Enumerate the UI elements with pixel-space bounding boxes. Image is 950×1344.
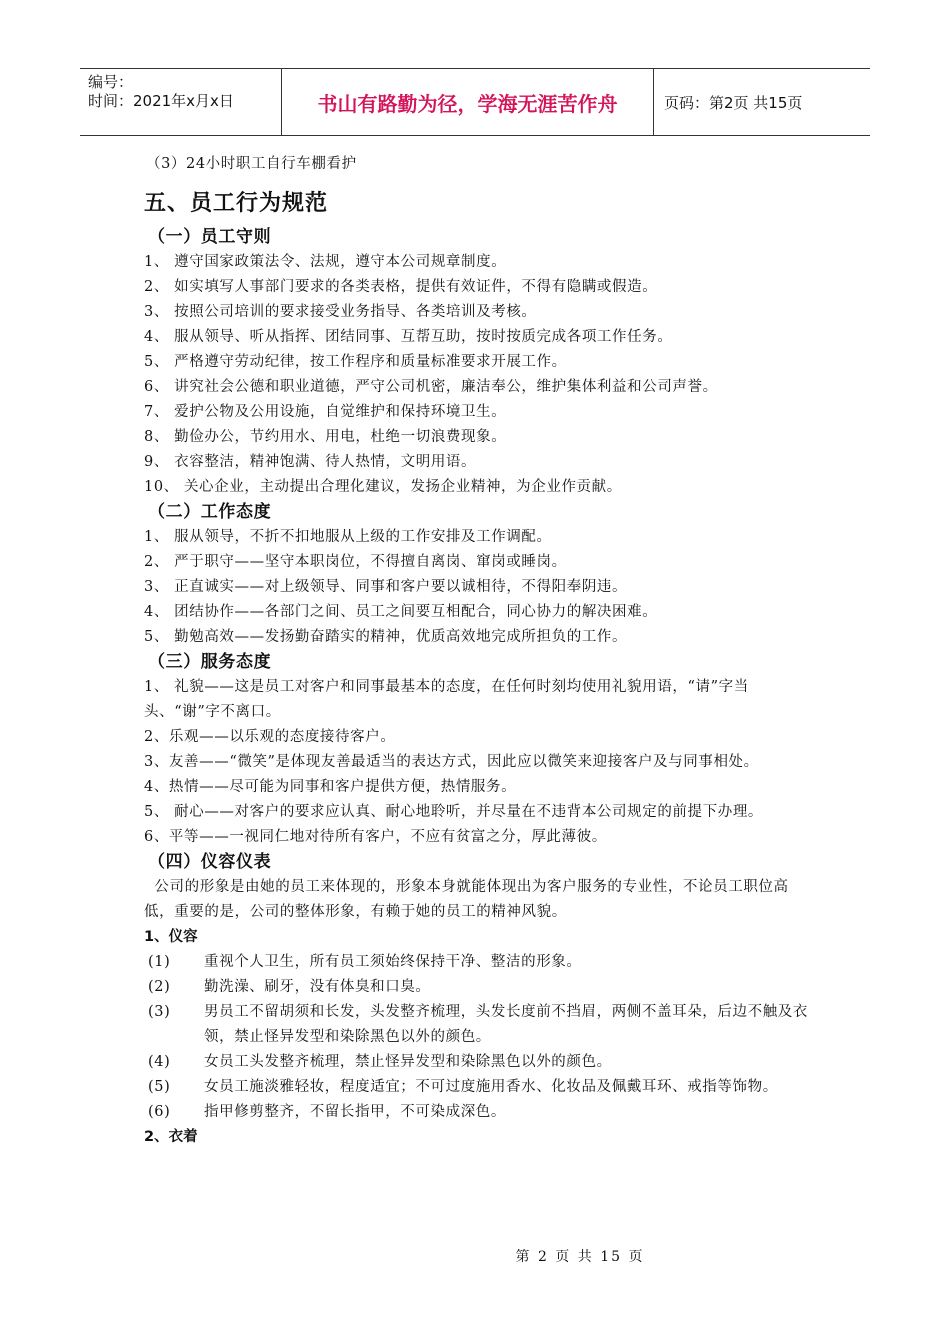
time-label: 时间：2021年x月x日: [88, 92, 234, 110]
list-item: 2、乐观——以乐观的态度接待客户。: [144, 729, 396, 745]
employee-rules-list: [144, 250, 810, 500]
list-item: 4、热情——尽可能为同事和客户提供方便，热情服务。: [144, 779, 517, 795]
appearance-heading: 1、仪容: [144, 929, 198, 945]
list-item: 3、友善——“微笑”是体现友善最适当的表达方式，因此应以微笑来迎接客户及与同事相处。: [144, 754, 759, 770]
list-item: [144, 1050, 810, 1075]
work-attitude-list: [144, 525, 810, 650]
list-item: 1、 服从领导，不折不扣地服从上级的工作安排及工作调配。: [144, 529, 552, 545]
header-meta: [80, 69, 282, 135]
item-number: (1): [148, 954, 171, 970]
item-number: (6): [148, 1104, 171, 1120]
item-text: 重视个人卫生，所有员工须始终保持干净、整洁的形象。: [204, 954, 582, 970]
list-item: 3、 正直诚实——对上级领导、同事和客户要以诚相待，不得阳奉阴违。: [144, 579, 628, 595]
item-number: (2): [148, 979, 171, 995]
list-item: 5、 严格遵守劳动纪律，按工作程序和质量标准要求开展工作。: [144, 354, 567, 370]
section-title: 五、员工行为规范: [144, 191, 329, 216]
list-item: 7、 爱护公物及公用设施，自觉维护和保持环境卫生。: [144, 404, 507, 420]
list-item: 1、 遵守国家政策法令、法规，遵守本公司规章制度。: [144, 254, 507, 270]
list-item: 5、 勤勉高效——发扬勤奋踏实的精神，优质高效地完成所担负的工作。: [144, 629, 628, 645]
item-number: (5): [148, 1079, 171, 1095]
item-text: 女员工头发整齐梳理，禁止怪异发型和染除黑色以外的颜色。: [204, 1054, 612, 1070]
list-item: 2、 如实填写人事部门要求的各类表格，提供有效证件，不得有隐瞒或假造。: [144, 279, 658, 295]
item-text: 指甲修剪整齐，不留长指甲，不可染成深色。: [204, 1104, 506, 1120]
header-page-label: 页码：第2页 共15页: [664, 93, 803, 112]
list-item: 8、 勤俭办公，节约用水、用电，杜绝一切浪费现象。: [144, 429, 507, 445]
list-item: [144, 1100, 810, 1125]
list-item: 9、 衣容整洁，精神饱满、待人热情，文明用语。: [144, 454, 477, 470]
item-number: (3): [148, 1004, 171, 1020]
subsection-title: （四）仪容仪表: [148, 852, 272, 872]
list-item: 5、 耐心——对客户的要求应认真、耐心地聆听，并尽量在不违背本公司规定的前提下办理。: [144, 804, 764, 820]
list-item: 6、 讲究社会公德和职业道德，严守公司机密，廉洁奉公，维护集体利益和公司声誉。: [144, 379, 718, 395]
list-item: 4、 团结协作——各部门之间、员工之间要互相配合，同心协力的解决困难。: [144, 604, 658, 620]
header-motto: 书山有路勤为径，学海无涯苦作舟: [282, 69, 654, 135]
list-item: 10、 关心企业，主动提出合理化建议，发扬企业精神，为企业作贡献。: [144, 479, 622, 495]
subsection-title: （一）员工守则: [148, 227, 272, 247]
appearance-list: [144, 950, 810, 1125]
list-item: [144, 1075, 810, 1100]
list-item: 1、 礼貌——这是员工对客户和同事最基本的态度，在任何时刻均使用礼貌用语，“请”字当头、“谢”字不离口。: [144, 679, 749, 720]
document-body: [146, 152, 810, 1150]
list-item: 6、平等——一视同仁地对待所有客户，不应有贫富之分，厚此薄彼。: [144, 829, 607, 845]
item-text: 女员工施淡雅轻妆，程度适宜；不可过度施用香水、化妆品及佩戴耳环、戒指等饰物。: [204, 1079, 778, 1095]
number-label: 编号：: [88, 73, 134, 91]
page-header: [80, 68, 870, 136]
list-item: 4、 服从领导、听从指挥、团结同事、互帮互助，按时按质完成各项工作任务。: [144, 329, 673, 345]
item-number: (4): [148, 1054, 171, 1070]
item-text: 男员工不留胡须和长发，头发整齐梳理，头发长度前不挡眉，两侧不盖耳朵，后边不触及衣领，禁止怪异发型和染除黑色以外的颜色。: [204, 1004, 808, 1045]
list-item: 2、 严于职守——坚守本职岗位，不得擅自离岗、窜岗或睡岗。: [144, 554, 567, 570]
page-footer: 第 2 页 共 15 页: [515, 1249, 645, 1265]
list-item: [144, 975, 810, 1000]
subsection-title: （二）工作态度: [148, 502, 272, 522]
item-text: 勤洗澡、刷牙，没有体臭和口臭。: [204, 979, 431, 995]
service-attitude-list: [144, 675, 808, 850]
appearance-paragraph: 公司的形象是由她的员工来体现的，形象本身就能体现出为客户服务的专业性，不论员工职位高低，重要的是，公司的整体形象，有赖于她的员工的精神风貌。: [144, 879, 789, 920]
list-item: [144, 1000, 810, 1050]
subsection-title: （三）服务态度: [148, 652, 272, 672]
list-item: [144, 950, 810, 975]
clothing-heading: 2、衣着: [144, 1129, 198, 1145]
intro-line: （3）24小时职工自行车棚看护: [146, 156, 357, 172]
list-item: 3、 按照公司培训的要求接受业务指导、各类培训及考核。: [144, 304, 537, 320]
